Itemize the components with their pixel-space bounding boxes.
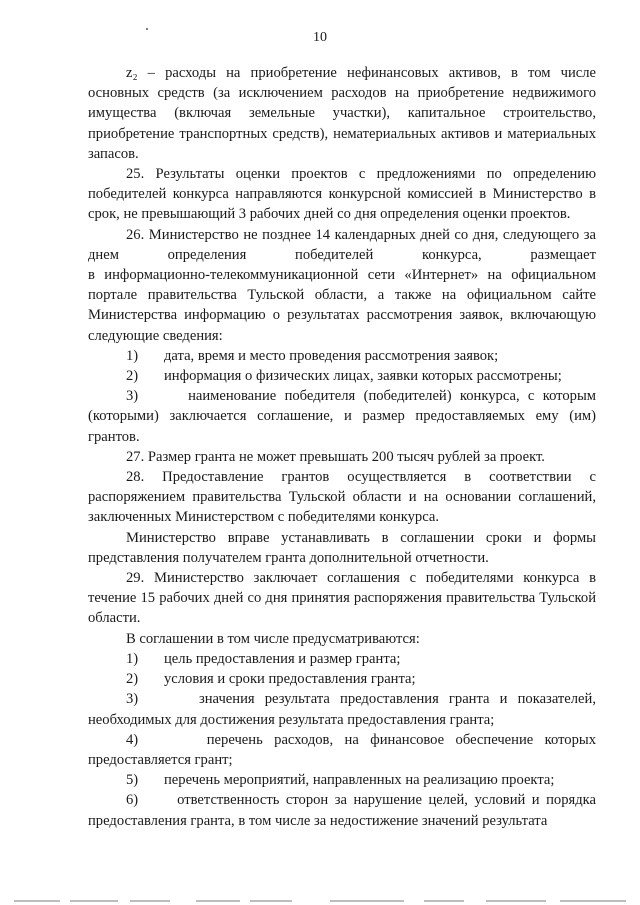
scan-bottom-edge	[0, 897, 640, 905]
paragraph-28-reporting: Министерство вправе устанавливать в соглашении сроки и формы представления получателем гранта дополнительной отчетности.	[88, 529, 596, 566]
paragraph-28: 28. Предоставление грантов осуществляется в соответствии с распоряжением правительства Тульской области и на основании соглашений, заключенных Министерством с победителями конкурса.	[88, 469, 596, 526]
list-item-text: перечень мероприятий, направленных на реализацию проекта;	[164, 772, 555, 789]
list-item-number: 4)	[126, 731, 139, 748]
paragraph-26-cont: в информационно-телекоммуникационной сети «Интернет» на официальном портале правительства Тульской области, а также на официальном сайте Министерства информацию о результатах рассмотрения заявок, включающую следующие сведения:	[88, 267, 596, 344]
list-item	[88, 770, 596, 790]
list-item-wrapped	[88, 730, 596, 770]
list-item-number: 1)	[126, 347, 139, 364]
list-item-text: наименование победителя (победителей) конкурса, с которым (которыми) заключается соглашение, и размер предоставляемых ему (им) грантов.	[88, 388, 596, 445]
list-item-number: 6)	[126, 792, 139, 809]
list-item-number: 3)	[126, 691, 139, 708]
list-item-text: перечень расходов, на финансовое обеспечение которых предоставляется грант;	[88, 731, 596, 768]
list-item-number: 2)	[126, 368, 139, 385]
list-item-wrapped	[88, 790, 596, 830]
page-number: 10	[313, 30, 327, 45]
list-item-text: условия и сроки предоставления гранта;	[164, 671, 416, 688]
paragraph-29-intro: В соглашении в том числе предусматриваются:	[126, 630, 420, 647]
document-body	[88, 63, 596, 831]
list-item-number: 2)	[126, 671, 139, 688]
paragraph-27: 27. Размер гранта не может превышать 200 тысяч рублей за проект.	[126, 448, 545, 465]
list-item-text: ответственность сторон за нарушение целей, условий и порядка предоставления гранта, в том числе за недостижение значений результата	[88, 792, 596, 829]
paragraph-26-start: 26. Министерство не позднее 14 календарных дней со дня, следующего за днем определения победителей конкурса, размещает	[88, 226, 596, 263]
list-item	[88, 669, 596, 689]
list-item	[88, 366, 596, 386]
list-item-number: 3)	[126, 388, 139, 405]
list-item-number: 5)	[126, 772, 139, 789]
list-item-text: информация о физических лицах, заявки которых рассмотрены;	[164, 368, 562, 385]
list-item-number: 1)	[126, 650, 139, 667]
paragraph-z2: z₂ – расходы на приобретение нефинансовых активов, в том числе основных средств (за исключением расходов на приобретение недвижимого имущества (включая земельные участки), капитальное строительство, приобретение транспортных средств), нематериальных активов и материальных запасов.	[88, 65, 596, 162]
list-item-wrapped	[88, 689, 596, 729]
list-item-text: дата, время и место проведения рассмотрения заявок;	[164, 347, 499, 364]
list-item	[88, 649, 596, 669]
list-item-text: цель предоставления и размер гранта;	[164, 650, 401, 667]
list-item-wrapped	[88, 386, 596, 447]
paragraph-25: 25. Результаты оценки проектов с предложениями по определению победителей конкурса направляются конкурсной комиссией в Министерство в срок, не превышающий 3 рабочих дней со дня определения оценки проектов.	[88, 166, 596, 223]
list-item	[88, 346, 596, 366]
list-item-text: значения результата предоставления гранта и показателей, необходимых для достижения результата предоставления гранта;	[88, 691, 596, 728]
paragraph-29: 29. Министерство заключает соглашения с победителями конкурса в течение 15 рабочих дней со дня принятия распоряжения правительства Тульской области.	[88, 570, 596, 627]
